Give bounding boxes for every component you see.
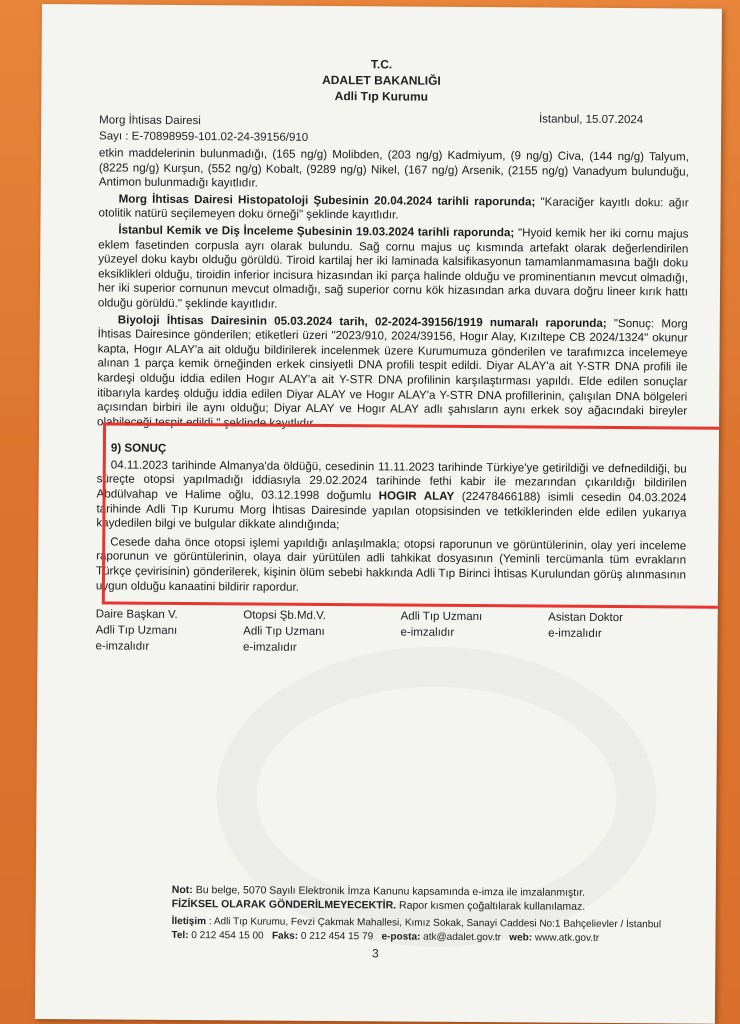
highlight-box <box>102 422 722 608</box>
fax-number: 0 212 454 15 79 <box>298 930 374 943</box>
signature-title: Daire Başkan V. <box>95 608 178 621</box>
letterhead-line3: Adli Tıp Kurumu <box>334 89 429 104</box>
contact-address: : Adli Tıp Kurumu, Fevzi Çakmak Mahallesi, Kımız Sokak, Sanayi Caddesi No:1 Bahçelievler / İstanbul <box>206 916 662 931</box>
conclusion-paragraph-2: Cesede daha önce otopsi işlemi yapıldığı anlaşılmakla; otopsi raporunun ve görüntülerinin, olay yeri inceleme raporunun ve görüntülerinin, olaya dair yürütülen adli tahkikat dosyasının (Yeminli tercümanla tüm evrakların Türkçe çevirisinin) gönderilerek, kişinin ölüm sebebi hakkında Adli Tıp Birinci İhtisas Kurulundan görüş alınmasının uygun olduğu kanaatini bildirir rapordur. <box>95 535 687 594</box>
letterhead-line1: T.C. <box>370 57 393 72</box>
tel-label: Tel: <box>171 929 189 942</box>
signature-role: Adli Tıp Uzmanı <box>95 624 178 637</box>
signature-title: Asistan Doktor <box>548 611 624 625</box>
department: Morg İhtisas Dairesi <box>99 114 201 128</box>
signature-status: e-imzalıdır <box>243 641 297 654</box>
conclusion-title: 9) SONUÇ <box>110 441 167 456</box>
signature-4 <box>548 610 696 659</box>
signature-1 <box>95 606 243 655</box>
email-address[interactable]: atk@adalet.gov.tr <box>420 931 502 944</box>
signature-status: e-imzalıdır <box>95 640 150 653</box>
histopathology-text: "Karaciğer kayıtlı doku: ağır otolitik natürü seçilemeyen doku örneği" şeklinde kayıtlıdır. <box>98 195 689 222</box>
email-label: e-posta: <box>381 931 421 943</box>
signature-2 <box>243 607 401 656</box>
note-bold: FİZİKSEL OLARAK GÖNDERİLMEYECEKTİR. <box>171 897 397 912</box>
paragraph-metals: etkin maddelerinin bulunmadığı, (165 ng/g) Molibden, (203 ng/g) Kadmiyum, (9 ng/g) Civa, (144 ng/g) Talyum, (8225 ng/g) Kurşun, (552 ng/g) Kobalt, (9289 ng/g) Nikel, (167 ng/g) Arsenik, (2155 ng/g) Vanadyum bulunduğu, Antimon bulunmadığı kayıtlıdır. <box>98 146 689 190</box>
conclusion-text-a: 04.11.2023 tarihinde Almanya'da öldüğü, cesedinin 11.11.2023 tarihinde Türkiye'ye getirildiği ve defnedildiği, bu süreçte otopsi yapılmadığı iddiasıyla 29.02.2024 tarihinde fethi kabir ile mezarından çıkarıldığı bildirilen Abdülvahap ve Halime oğlu, 03.12.1998 doğumlu <box>96 458 687 503</box>
web-label: web: <box>509 932 533 944</box>
fax-label: Faks: <box>271 930 299 942</box>
page-number: 3 <box>371 946 379 961</box>
bone-tooth-text: "Hyoid kemik her iki cornu majus eklem fasetinden corpusla ayrı olarak bulundu. Sağ cornu majus uç kısmında artefakt olarak değerlendirilen yüzeyel doku kaybı olduğu görüldü. Tiroid kartilaj her iki laminada kalsifikasyonun tamamlanmamasına bağlı doku eksiklikleri olduğu, tiroidin inferior incisura hizasından iki parça halinde olduğu ve prominentianın mevcut olmadığı, her iki superior cornunun mevcut olmadığı, sağ superior cornu kök hizasından arka duvara doğru lineer kırık hattı olduğu görüldü." şeklinde kayıtlıdır. <box>97 226 689 311</box>
footer-contact <box>171 915 661 946</box>
deceased-name: HOGIR ALAY <box>378 489 455 503</box>
bone-tooth-heading: İstanbul Kemik ve Diş İnceleme Şubesinin 19.03.2024 tarihli raporunda; <box>118 223 515 240</box>
signature-role: e-imzalıdır <box>548 627 602 640</box>
signature-3 <box>400 609 548 658</box>
note-text: Bu belge, 5070 Sayılı Elektronik İmza Kanunu kapsamında e-imza ile imzalanmıştır. <box>192 884 586 899</box>
note-label: Not: <box>171 883 193 897</box>
tel-number: 0 212 454 15 00 <box>188 930 264 942</box>
reference-number: Sayı : E-70898959-101.02-24-39156/910 <box>99 130 309 144</box>
conclusion-text-b: (22478466188) isimli cesedin 04.03.2024 tarihinde Adli Tıp Kurumu Morg İhtisas Dairesinde yapılan otopsisinden ve tetkiklerinden elde edilen yukarıya kaydedilen bilgi ve bulgular dikkate alındığında; <box>96 489 687 532</box>
paragraph-bone-tooth <box>98 223 689 315</box>
letterhead-line2: ADALET BAKANLIĞI <box>322 72 441 88</box>
signature-title: Adli Tıp Uzmanı <box>400 610 483 624</box>
signature-role: e-imzalıdır <box>400 626 455 639</box>
letterhead <box>41 54 721 107</box>
web-address[interactable]: www.atk.gov.tr <box>532 932 600 944</box>
signature-title: Otopsi Şb.Md.V. <box>243 609 327 622</box>
document-page <box>35 4 722 1024</box>
place-date: İstanbul, 15.07.2024 <box>538 113 644 127</box>
signature-block <box>95 606 695 658</box>
biology-heading: Biyoloji İhtisas Dairesinin 05.03.2024 tarih, 02-2024-39156/1919 numaralı raporunda; <box>117 313 607 330</box>
signature-role: Adli Tıp Uzmanı <box>243 625 325 638</box>
paragraph-histopathology <box>98 192 688 225</box>
histopathology-heading: Morg İhtisas Dairesi Histopatoloji Şubesinin 20.04.2024 tarihli raporunda; <box>118 192 536 209</box>
document-meta <box>99 112 308 145</box>
note-tail: Rapor kısmen çoğaltılarak kullanılamaz. <box>396 899 586 913</box>
contact-label: İletişim <box>171 915 207 928</box>
biology-text: "Sonuç: Morg İhtisas Dairesince gönderilen; etiketleri üzeri "2023/910, 2024/39156, Hogır Alay, Kızıltepe CB 2024/1324" okunur kapta, Hogır ALAY'a ait olduğu bildirilerek incelenmek üzere Kurumumuza gönderilen ve tarafımızca incelemeye alınan 1 parça kemik örneğinden erkek cinsiyetli DNA profili tespit edildi. Diyar ALAY'a ait Y-STR DNA profili ile kardeşi olduğu iddia edilen Hogır ALAY'a ait Y-STR DNA profilinin karşılaştırması yapıldı. Elde edilen sonuçlar itibarıyla kardeş olduğu iddia edilen Diyar ALAY ve Hogır ALAY'a Y-STR DNA profillerinin, çalışılan DNA bölgeleri açısından birbiri ile aynı olduğu; Diyar ALAY ve Hogır ALAY adlı şahısların aynı erkek soy ağacındaki bireyler olabileceği tespit edildi." şeklinde kayıtlıdır. <box>97 316 688 430</box>
footer-note <box>172 883 586 914</box>
paragraph-biology <box>97 313 688 434</box>
